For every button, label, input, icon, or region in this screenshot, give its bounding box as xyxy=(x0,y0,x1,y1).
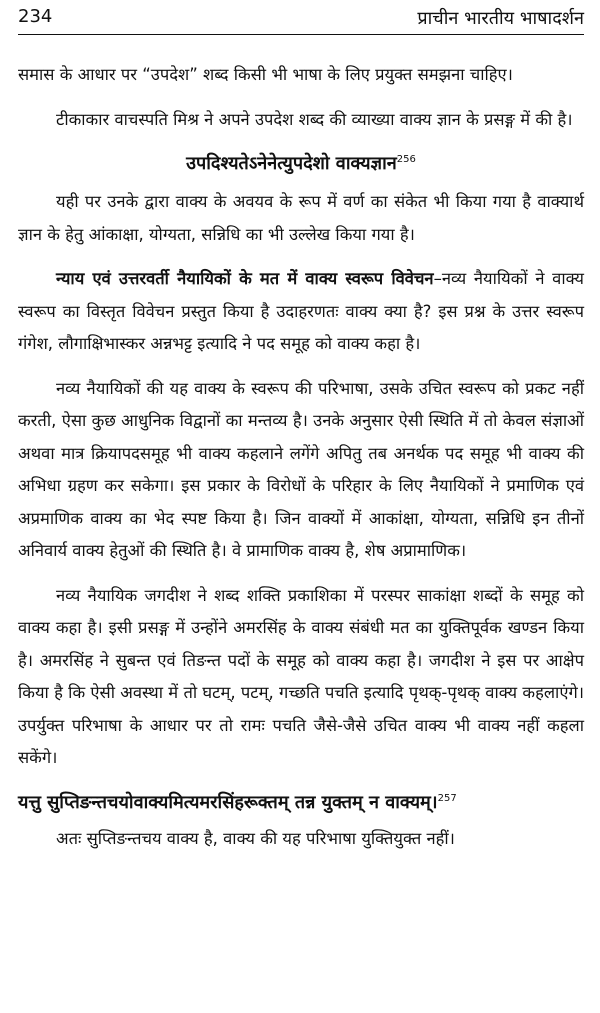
footnote-ref-256: 256 xyxy=(396,154,416,165)
paragraph-7: अतः सुप्तिङन्तचय वाक्य है, वाक्य की यह परिभाषा युक्तियुक्त नहीं। xyxy=(56,828,455,848)
paragraph-1: समास के आधार पर “उपदेश” शब्द किसी भी भाषा के लिए प्रयुक्त समझना चाहिए। xyxy=(18,65,513,84)
sanskrit-quote-2 xyxy=(18,787,584,819)
running-title: प्राचीन भारतीय भाषादर्शन xyxy=(417,8,584,29)
page-number: 234 xyxy=(18,6,53,27)
footnote-ref-257: 257 xyxy=(437,792,457,804)
paragraph-4-text: –नव्य नैयायिकों ने वाक्य स्वरूप का विस्तृत विवेचन प्रस्तुत किया है उदाहरणतः वाक्य क्या है? इस प्रश्न के उत्तर स्वरूप गंगेश, लौगाक्षिभास्कर अन्नभट्ट इत्यादि ने पद समूह को वाक्य कहा है। xyxy=(18,269,584,353)
page-header xyxy=(18,0,584,35)
paragraph-4 xyxy=(18,263,584,361)
paragraph-2: टीकाकार वाचस्पति मिश्र ने अपने उपदेश शब्द की व्याख्या वाक्य ज्ञान के प्रसङ्ग में की है। xyxy=(56,109,573,129)
paragraph-3: यही पर उनके द्वारा वाक्य के अवयव के रूप में वर्ण का संकेत भी किया गया है वाक्यार्थ ज्ञान के हेतु आंकाक्षा, योग्यता, सन्निधि का भी उल्लेख किया गया है। xyxy=(18,192,584,244)
sanskrit-quote-1 xyxy=(18,148,584,180)
section-heading: न्याय एवं उत्तरवर्ती नैयायिकों के मत में वाक्य स्वरूप विवेचन xyxy=(56,269,434,288)
page-body xyxy=(18,35,584,855)
quote-1-text: उपदिश्यतेऽनेनेत्युपदेशो वाक्यज्ञान xyxy=(186,153,397,174)
quote-2-text: यत्तु सुप्तिङन्तचयोवाक्यमित्यमरसिंहरूक्तम् तन्न युक्तम् न वाक्यम्। xyxy=(18,791,438,813)
paragraph-5: नव्य नैयायिकों की यह वाक्य के स्वरूप की परिभाषा, उसके उचित स्वरूप को प्रकट नहीं करती, ऐसा कुछ आधुनिक विद्वानों का मन्तव्य है। उनके अनुसार ऐसी स्थिति में तो केवल संज्ञाओं अथवा मात्र क्रियापदसमूह भी वाक्य कहलाने लगेंगे अपितु तब अनर्थक पद समूह भी वाक्य की अभिधा ग्रहण कर सकेगा। इस प्रकार के विरोधों के परिहार के लिए नैयायिकों ने प्रमाणिक एवं अप्रमाणिक वाक्य का भेद स्पष्ट किया है। जिन वाक्यों में आकांक्षा, योग्यता, सन्निधि इन तीनों अनिवार्य वाक्य हेतुओं की स्थिति है। वे प्रामाणिक वाक्य है, शेष अप्रामाणिक। xyxy=(18,378,584,560)
paragraph-6: नव्य नैयायिक जगदीश ने शब्द शक्ति प्रकाशिका में परस्पर साकांक्षा शब्दों के समूह को वाक्य कहा है। इसी प्रसङ्ग में उन्होंने अमरसिंह के वाक्य संबंधी मत का युक्तिपूर्वक खण्डन किया है। अमरसिंह ने सुबन्त एवं तिङन्त पदों के समूह को वाक्य कहा है। जगदीश ने इस पर आक्षेप किया है कि ऐसी अवस्था में तो घटम्, पटम्, गच्छति पचति इत्यादि पृथक्-पृथक् वाक्य कहलाएंगे। उपर्युक्त परिभाषा के आधार पर तो रामः पचति जैसे-जैसे उचित वाक्य भी वाक्य नहीं कहला सकेंगे। xyxy=(18,585,584,767)
